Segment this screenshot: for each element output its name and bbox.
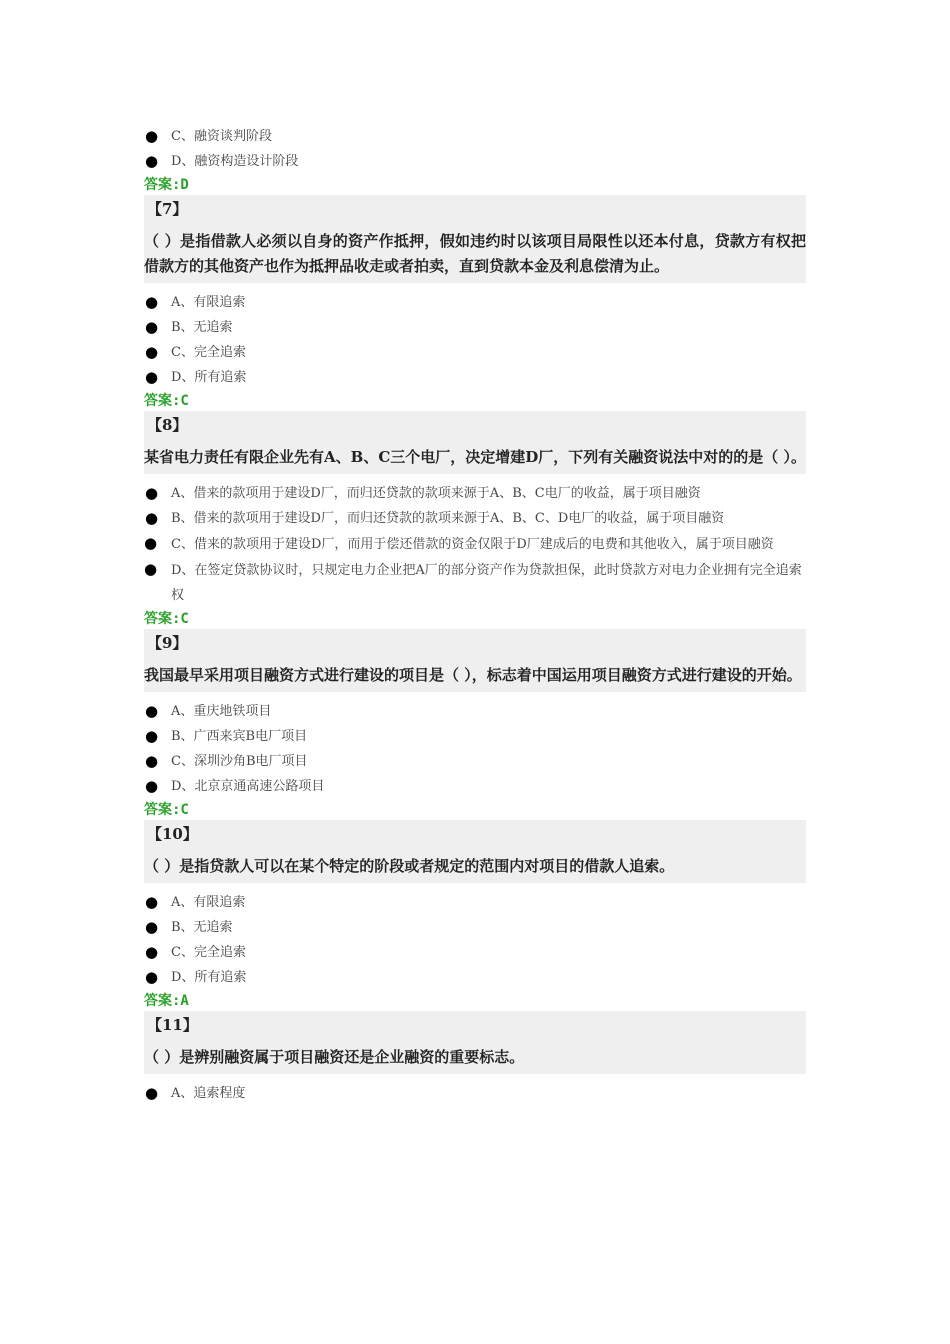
bullet-icon: ● bbox=[145, 1084, 159, 1102]
bullet-icon: ● bbox=[145, 893, 159, 911]
question-block bbox=[144, 629, 806, 692]
option-list bbox=[144, 1081, 806, 1106]
question-number: 【9】 bbox=[147, 634, 188, 652]
bullet-icon: ● bbox=[145, 943, 159, 961]
option-list bbox=[144, 124, 806, 174]
answer-label: 答案:C bbox=[144, 802, 189, 818]
bullet-icon: ● bbox=[145, 293, 159, 311]
option-item: ● A、有限追索 bbox=[144, 890, 806, 915]
question-text: 我国最早采用项目融资方式进行建设的项目是（ ），标志着中国运用项目融资方式进行建设的开始。 bbox=[144, 666, 802, 684]
answer-label: 答案:A bbox=[144, 993, 189, 1009]
question-number: 【11】 bbox=[147, 1016, 198, 1034]
bullet-icon: ● bbox=[145, 318, 159, 336]
bullet-icon: ● bbox=[145, 152, 159, 170]
option-item: ● C、完全追索 bbox=[144, 940, 806, 965]
option-list bbox=[144, 290, 806, 390]
question-text: （ ）是指贷款人可以在某个特定的阶段或者规定的范围内对项目的借款人追索。 bbox=[144, 857, 675, 875]
bullet-icon: ● bbox=[145, 368, 159, 386]
option-item: ● C、完全追索 bbox=[144, 340, 806, 365]
question-block bbox=[144, 195, 806, 283]
option-item: ● A、重庆地铁项目 bbox=[144, 699, 806, 724]
option-item: ● C、融资谈判阶段 bbox=[144, 124, 806, 149]
question-block bbox=[144, 411, 806, 474]
answer-label: 答案:C bbox=[144, 611, 189, 627]
question-number: 【7】 bbox=[147, 200, 188, 218]
bullet-icon: ● bbox=[145, 484, 159, 502]
bullet-icon: ● bbox=[145, 509, 159, 527]
option-item: ● D、所有追索 bbox=[144, 365, 806, 390]
option-item: ● A、借来的款项用于建设D厂，而归还贷款的款项来源于A、B、C电厂的收益，属于项目融资 bbox=[144, 481, 806, 506]
bullet-icon: ● bbox=[145, 343, 159, 361]
option-item: ● B、无追索 bbox=[144, 315, 806, 340]
option-list bbox=[144, 699, 806, 799]
document-body bbox=[144, 124, 806, 1106]
option-item: ● C、深圳沙角B电厂项目 bbox=[144, 749, 806, 774]
option-item: ● D、所有追索 bbox=[144, 965, 806, 990]
answer-label: 答案:C bbox=[144, 393, 189, 409]
option-item: ● D、融资构造设计阶段 bbox=[144, 149, 806, 174]
option-list bbox=[144, 890, 806, 990]
option-item: ● C、借来的款项用于建设D厂，而用于偿还借款的资金仅限于D厂建成后的电费和其他收入，属于项目融资 bbox=[144, 531, 806, 557]
option-item: ● D、北京京通高速公路项目 bbox=[144, 774, 806, 799]
option-item: ● A、有限追索 bbox=[144, 290, 806, 315]
question-number: 【8】 bbox=[147, 416, 188, 434]
option-item: ● B、广西来宾B电厂项目 bbox=[144, 724, 806, 749]
question-block bbox=[144, 1011, 806, 1074]
question-text: （ ）是辨别融资属于项目融资还是企业融资的重要标志。 bbox=[144, 1048, 525, 1066]
bullet-icon: ● bbox=[145, 777, 159, 795]
option-list bbox=[144, 481, 806, 608]
bullet-icon: ● bbox=[144, 560, 158, 578]
option-item: ● B、借来的款项用于建设D厂，而归还贷款的款项来源于A、B、C、D电厂的收益，属于项目融资 bbox=[144, 506, 806, 531]
question-text: （ ）是指借款人必须以自身的资产作抵押，假如违约时以该项目局限性以还本付息，贷款方有权把借款方的其他资产也作为抵押品收走或者拍卖，直到贷款本金及利息偿清为止。 bbox=[144, 232, 806, 275]
bullet-icon: ● bbox=[145, 918, 159, 936]
bullet-icon: ● bbox=[145, 752, 159, 770]
bullet-icon: ● bbox=[145, 127, 159, 145]
option-item: ● D、在签定贷款协议时，只规定电力企业把A厂的部分资产作为贷款担保，此时贷款方对电力企业拥有完全追索权 bbox=[144, 557, 806, 608]
question-block bbox=[144, 820, 806, 883]
question-number: 【10】 bbox=[147, 825, 198, 843]
bullet-icon: ● bbox=[145, 702, 159, 720]
bullet-icon: ● bbox=[144, 534, 158, 552]
question-text: 某省电力责任有限企业先有A、B、C三个电厂，决定增建D厂，下列有关融资说法中对的的是（ ）。 bbox=[144, 448, 806, 466]
answer-label: 答案:D bbox=[144, 177, 189, 193]
bullet-icon: ● bbox=[145, 968, 159, 986]
bullet-icon: ● bbox=[145, 727, 159, 745]
option-item: ● B、无追索 bbox=[144, 915, 806, 940]
option-item: ● A、追索程度 bbox=[144, 1081, 806, 1106]
